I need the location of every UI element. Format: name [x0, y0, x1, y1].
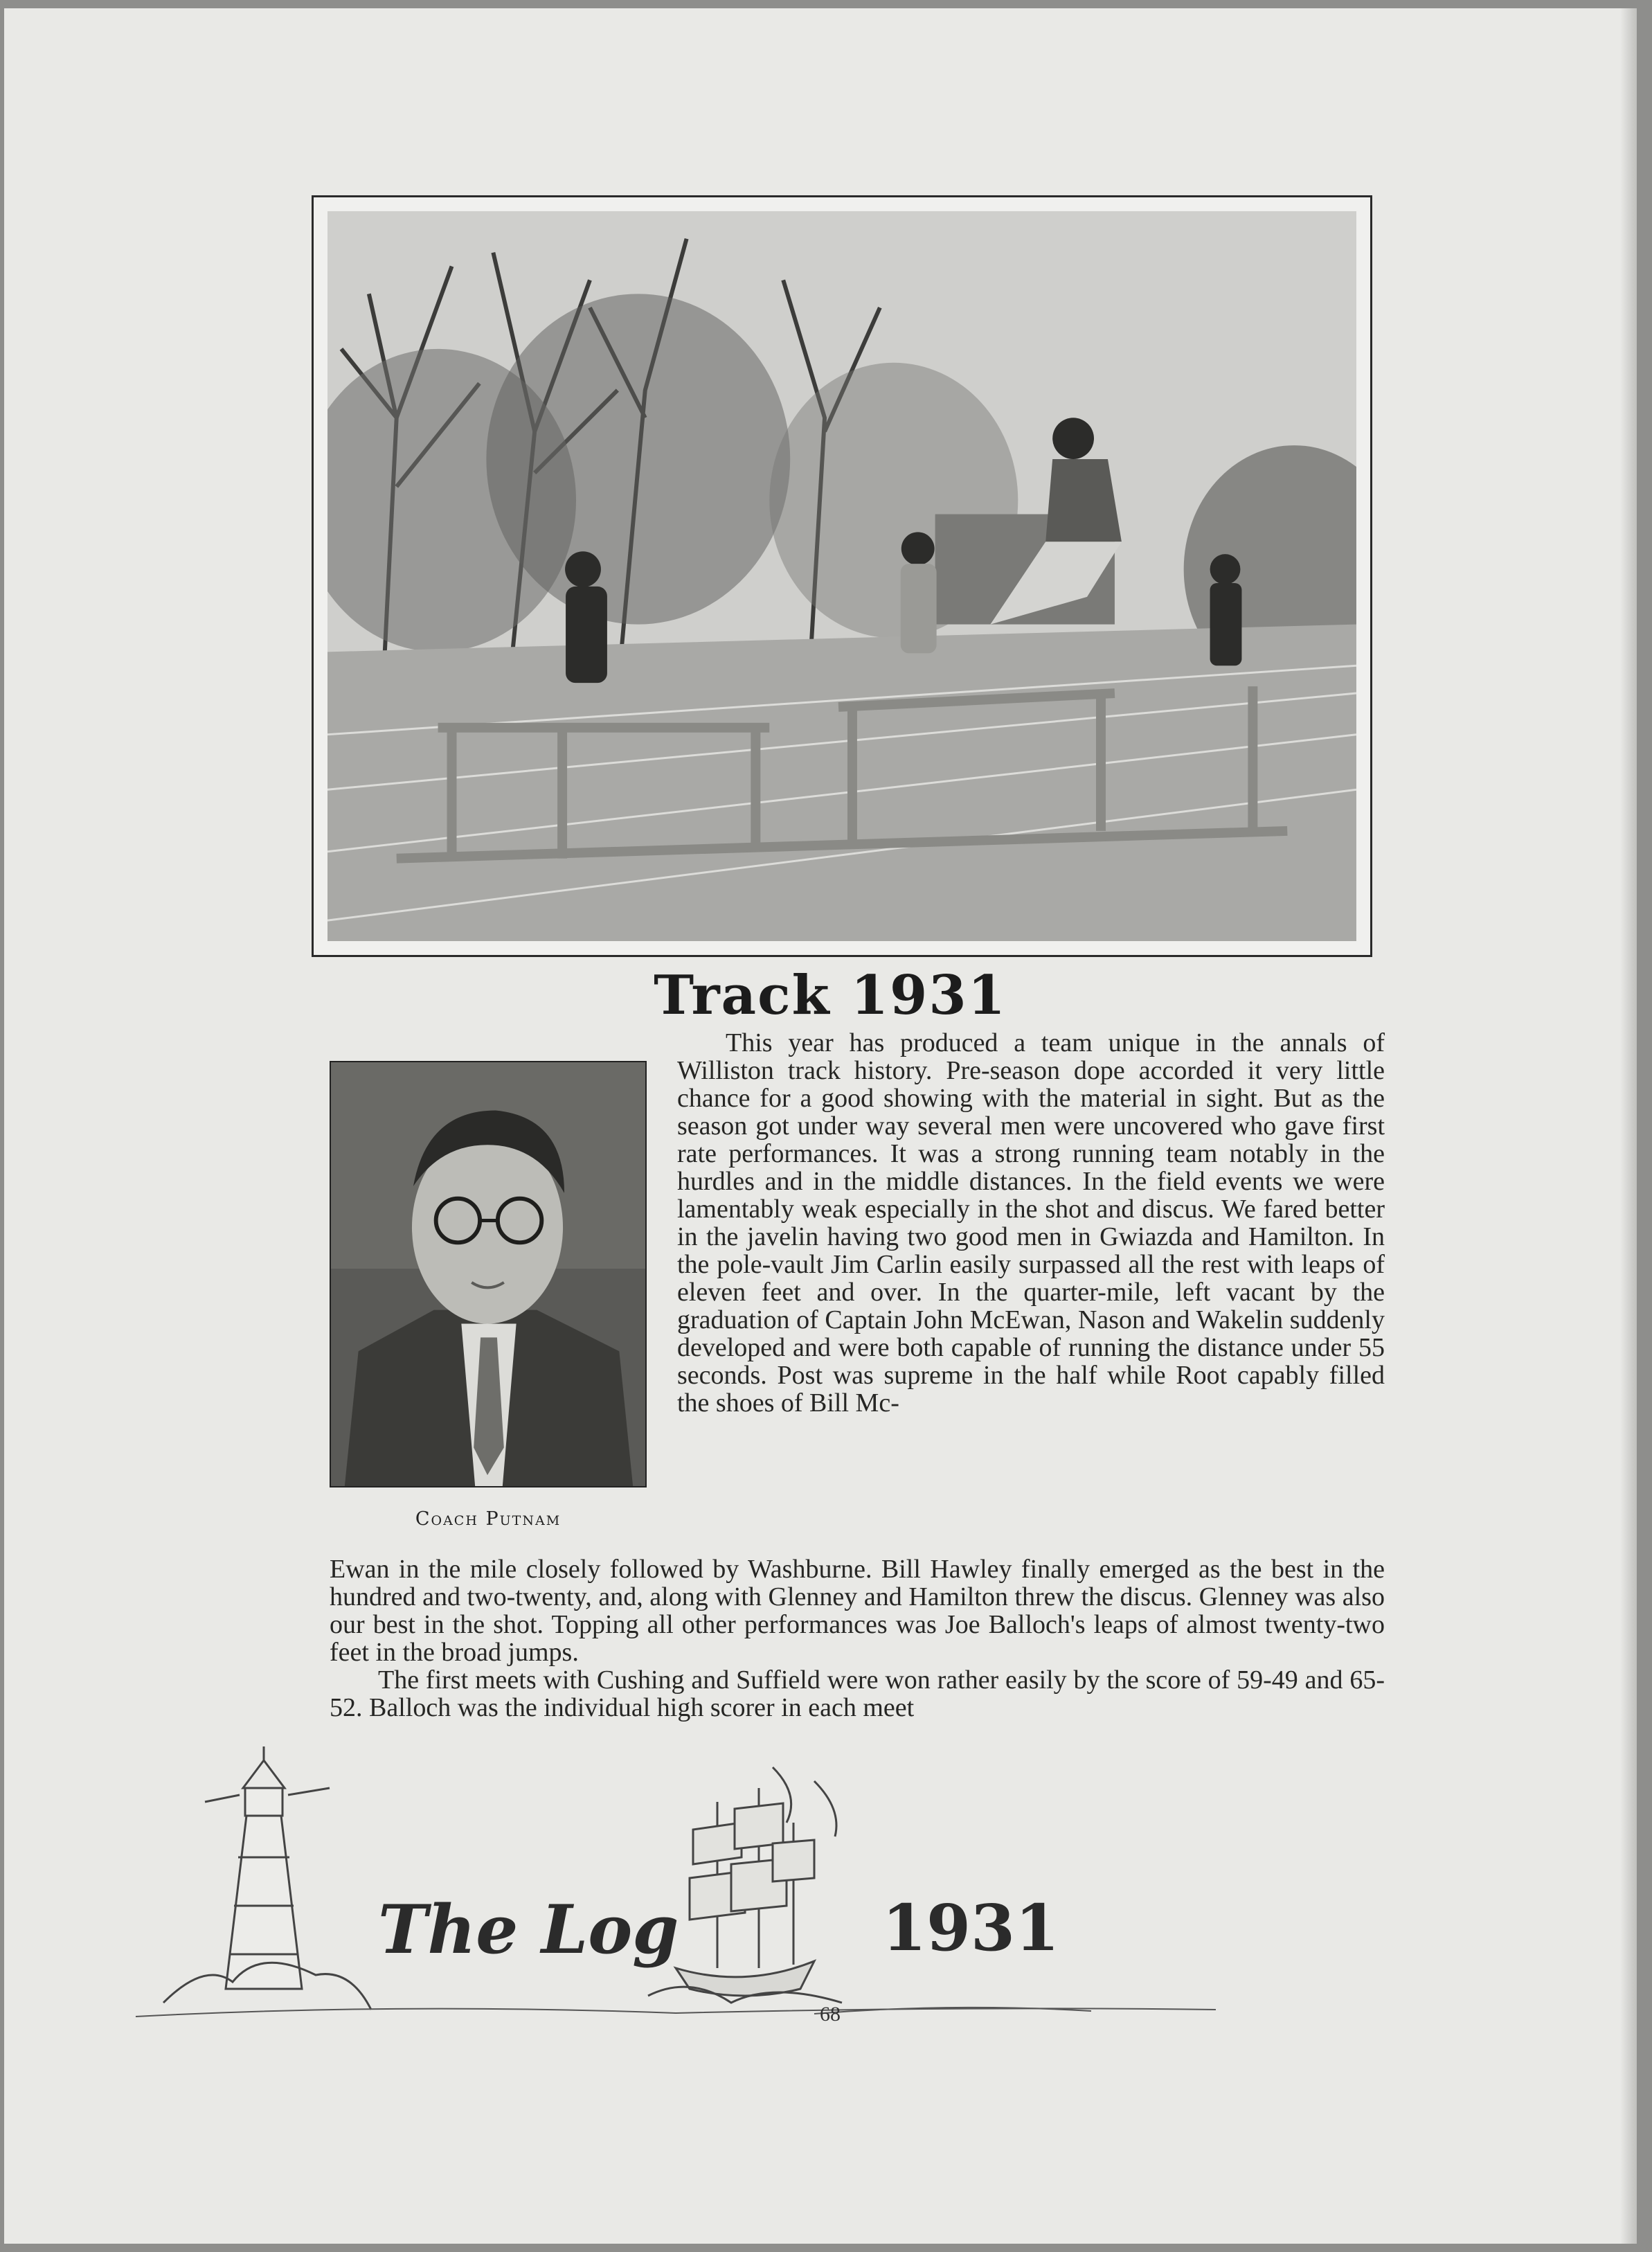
hurdles-photo-frame — [312, 195, 1372, 957]
footer-title: The Log — [378, 1891, 679, 1969]
coach-portrait — [330, 1061, 647, 1487]
footer-year: 1931 — [882, 1891, 1060, 1965]
article-paragraph-1: This year has produced a team unique in the annals of Williston track history. Pre-season dope accorded it very little chance for a good showing with the material in sight. But as the season got under way several men were uncovered who gave first rate performances. It was a strong running team notably in the hurdles and in the middle distances. In the field events we were lamentably weak especially in the shot and discus. We fared better in the javelin having two good men in Gwiazda and Hamilton. In the pole-vault Jim Carlin easily surpassed all the rest with leaps of eleven feet and over. In the quarter-mile, left vacant by the graduation of Captain John McEwan, Nason and Wakelin suddenly developed and were both capable of running the distance under 55 seconds. Post was supreme in the half while Root capably filled the shoes of Bill Mc- — [677, 1028, 1385, 1418]
article-paragraph-2: The first meets with Cushing and Suffield were won rather easily by the score of 59-49 and 65-52. Balloch was the individual high scorer in each meet — [330, 1665, 1385, 1722]
lighthouse-icon — [163, 1746, 371, 2010]
footer-decoration — [122, 1740, 1230, 2030]
portrait-photo-icon — [331, 1062, 645, 1486]
article-column-text — [677, 1029, 1385, 1417]
portrait-caption: Coach Putnam — [415, 1508, 562, 1530]
article-title: Track 1931 — [654, 964, 1007, 1027]
page-shadow — [1620, 8, 1637, 2244]
yearbook-page — [4, 8, 1637, 2244]
article-paragraph-1-continued: Ewan in the mile closely followed by Washburne. Bill Hawley finally emerged as the best in the hundred and two-twenty, and, along with Glenney and Hamilton threw the discus. Glenney was also our best in the shot. Topping all other performances was Joe Balloch's leaps of almost twenty-two feet in the broad jumps. — [330, 1555, 1385, 1667]
article-wide-text — [330, 1555, 1385, 1722]
hurdles-photo — [327, 211, 1356, 941]
hurdles-photo-icon — [327, 211, 1356, 941]
page-number: 68 — [820, 2003, 841, 2026]
footer-decoration-art — [122, 1740, 1230, 2030]
